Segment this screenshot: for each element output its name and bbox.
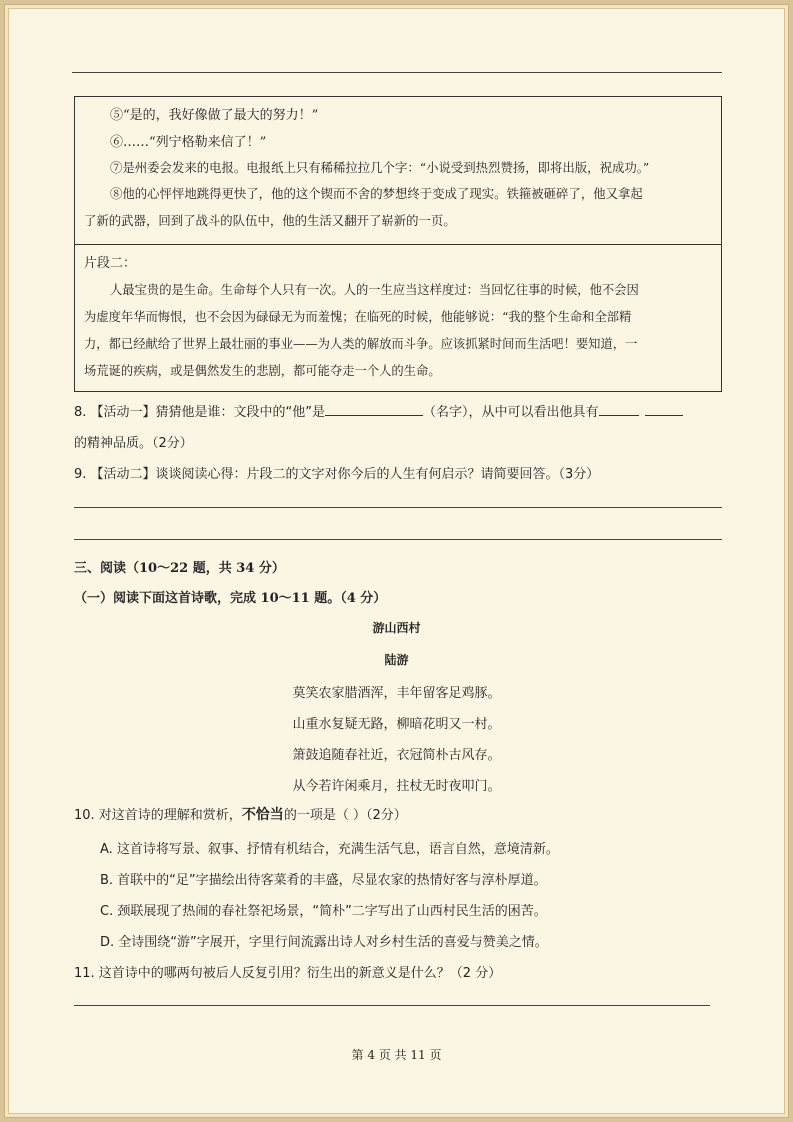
q10-option-a[interactable]: A. 这首诗将写景、叙事、抒情有机结合，充满生活气息，语言自然，意境清新。 [100,842,559,857]
excerpt1-line: 了新的武器，回到了战斗的队伍中，他的生活又翻开了崭新的一页。 [84,213,456,228]
excerpt2-line: 为虚度年华而悔恨，也不会因为碌碌无为而羞愧；在临死的时候，他能够说：“我的整个生命和全部精 [84,310,632,324]
poem-line: 莫笑农家腊酒浑，丰年留客足鸡豚。 [292,686,501,701]
excerpt2-line: 力，都已经献给了世界上最壮丽的事业——为人类的解放而斗争。应该抓紧时间而生活吧！要知道，一 [84,337,638,351]
q10-option-b[interactable]: B. 首联中的“足”字描绘出待客菜肴的丰盛，尽显农家的热情好客与淳朴厚道。 [100,873,547,888]
section3-heading: 三、阅读（10～22 题，共 34 分） [74,561,285,576]
excerpt1-line: ⑧他的心怦怦地跳得更快了，他的这个锲而不舍的梦想终于变成了现实。铁箍被砸碎了，他又拿起 [110,186,643,201]
q10-stem: 10. 对这首诗的理解和赏析， [74,808,242,823]
q10-option-d[interactable]: D. 全诗围绕“游”字展开，字里行间流露出诗人对乡村生活的喜爱与赞美之情。 [100,935,548,950]
q8-quality-blank[interactable] [599,403,639,416]
q10-emphasis: 不恰当 [241,807,284,823]
q10-stem-end: 的一项是（ ）（2分） [283,808,407,823]
q9-answer-line[interactable] [74,539,722,540]
poem-line: 山重水复疑无路，柳暗花明又一村。 [292,717,501,732]
poem-title: 游山西村 [372,621,421,635]
q8-line-2: 的精神品质。（2分） [74,436,193,451]
excerpt2-line: 人最宝贵的是生命。生命每个人只有一次。人的一生应当这样度过：当回忆往事的时候，他不会因 [110,283,639,297]
q8-text-2: （名字），从中可以看出他具有 [423,405,599,420]
question-9: 9. 【活动二】谈谈阅读心得：片段二的文字对你今后的人生有何启示？请简要回答。（3分） [74,467,600,482]
excerpt1-line: ⑥……“列宁格勒来信了！” [110,135,267,150]
q11-answer-line[interactable] [74,1005,710,1006]
question-8 [74,401,683,420]
page-footer: 第 4 页 共 11 页 [351,1048,442,1062]
excerpt1-line: ⑤“是的，我好像做了最大的努力！” [110,108,319,123]
excerpt2-line: 场荒诞的疾病，或是偶然发生的悲剧，都可能夺走一个人的生命。 [84,364,441,378]
q8-text-1: 8. 【活动一】猜猜他是谁：文段中的“他”是 [74,405,326,420]
poem-author: 陆游 [384,653,409,667]
poem-line: 箫鼓追随春社近，衣冠简朴古风存。 [292,748,501,763]
poem-line: 从今若许闲乘月，拄杖无时夜叩门。 [292,779,501,794]
q9-answer-line[interactable] [74,507,722,508]
section3-subheading: （一）阅读下面这首诗歌，完成 10～11 题。（4 分） [74,591,387,606]
q10-option-c[interactable]: C. 颈联展现了热闹的春社祭祀场景，“简朴”二字写出了山西村民生活的困苦。 [100,904,547,919]
q8-quality-blank-2[interactable] [645,403,683,416]
question-10 [74,804,407,824]
question-11: 11. 这首诗中的哪两句被后人反复引用？衍生出的新意义是什么？（2 分） [74,966,502,981]
q8-name-blank[interactable] [325,403,423,416]
excerpt-divider [74,244,722,245]
excerpt1-line: ⑦是州委会发来的电报。电报纸上只有稀稀拉拉几个字：“小说受到热烈赞扬，即将出版，祝成功。” [110,160,650,175]
excerpt2-label: 片段二： [84,256,137,271]
header-rule [72,72,722,73]
